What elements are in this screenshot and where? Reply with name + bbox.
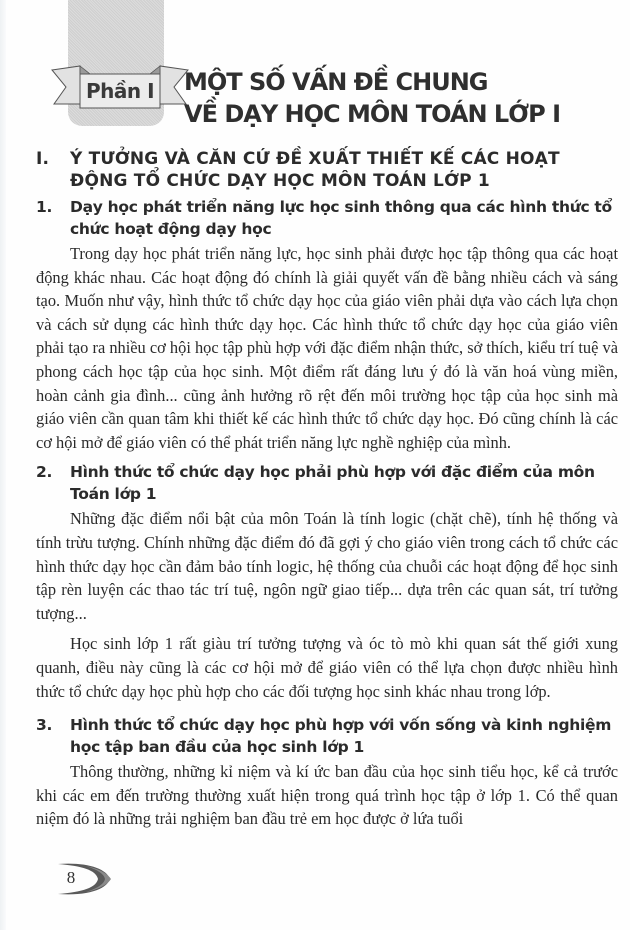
subsection-heading-3 (36, 714, 618, 758)
subsection-title: Dạy học phát triển năng lực học sinh thông qua các hình thức tổ chức hoạt động dạy học (70, 198, 612, 238)
subsection-heading-2 (36, 461, 618, 505)
page-content (36, 148, 618, 838)
section-title: Ý TƯỞNG VÀ CĂN CỨ ĐỀ XUẤT THIẾT KẾ CÁC HOẠT ĐỘNG TỔ CHỨC DẠY HỌC MÔN TOÁN LỚP 1 (70, 149, 560, 191)
page-number: 8 (66, 868, 76, 887)
paragraph: Trong dạy học phát triển năng lực, học sinh phải được học tập thông qua các hoạt động khác nhau. Các hoạt động đó chính là giải quyết vấn đề bằng nhiều cách và sáng tạo. Muốn như vậy, hình thức tổ chức dạy học của giáo viên phải dựa vào cách lựa chọn và cách sử dụng các hình thức dạy học. Các hình thức tổ chức dạy học của giáo viên phải tạo ra nhiều cơ hội học tập phù hợp với đặc điểm nhận thức, sở thích, kiểu trí tuệ và phong cách học tập của học sinh. Một điểm rất đáng lưu ý đó là văn hoá vùng miền, hoàn cảnh gia đình... cũng ảnh hưởng rõ rệt đến môi trường học tập của học sinh mà giáo viên cần quan tâm khi thiết kế các hình thức tổ chức dạy học. Đó cũng chính là các cơ hội mở để giáo viên có thể phát triển năng lực nghề nghiệp của mình. (36, 244, 618, 452)
part-label: Phần I (85, 79, 155, 103)
paragraph: Học sinh lớp 1 rất giàu trí tưởng tượng và óc tò mò khi quan sát thế giới xung quanh, điều này cũng là các cơ hội mở để giáo viên có thể lựa chọn được nhiều hình thức tổ chức dạy học phù hợp cho các đối tượng học sinh khác nhau trong lớp. (36, 634, 618, 701)
subsection-heading-1 (36, 196, 618, 240)
paragraph: Thông thường, những kỉ niệm và kí ức ban đầu của học sinh tiểu học, kể cả trước khi các em đến trường thường xuất hiện trong quá trình học tập ở lớp 1. Có thể quan niệm đó là những trải nghiệm ban đầu trẻ em học được ở lứa tuổi (36, 762, 618, 829)
page-number-badge (56, 862, 116, 896)
subsection-title: Hình thức tổ chức dạy học phù hợp với vốn sống và kinh nghiệm học tập ban đầu của học sinh lớp 1 (70, 716, 612, 757)
part-title-line-2: VỀ DẠY HỌC MÔN TOÁN LỚP I (184, 100, 561, 128)
section-heading-i (36, 148, 618, 192)
part-title (184, 66, 560, 130)
subsection-number: 1. (36, 198, 53, 216)
subsection-number: 3. (36, 716, 53, 735)
section-number: I. (36, 149, 50, 169)
paragraph: Những đặc điểm nổi bật của môn Toán là tính logic (chặt chẽ), tính hệ thống và tính trừu tượng. Chính những đặc điểm đó đã gợi ý cho giáo viên trong cách tổ chức các hình thức dạy học cần đảm bảo tính logic, hệ thống của chuỗi các hoạt động để học sinh tập rèn luyện các thao tác trí tuệ, ngôn ngữ giao tiếp... dựa trên các quan sát, trí tưởng tượng... (36, 509, 618, 623)
subsection-title: Hình thức tổ chức dạy học phải phù hợp với đặc điểm của môn Toán lớp 1 (70, 463, 595, 504)
part-title-line-1: MỘT SỐ VẤN ĐỀ CHUNG (184, 68, 488, 96)
part-ribbon (50, 60, 190, 116)
subsection-number: 2. (36, 463, 53, 482)
page-edge (0, 0, 6, 930)
